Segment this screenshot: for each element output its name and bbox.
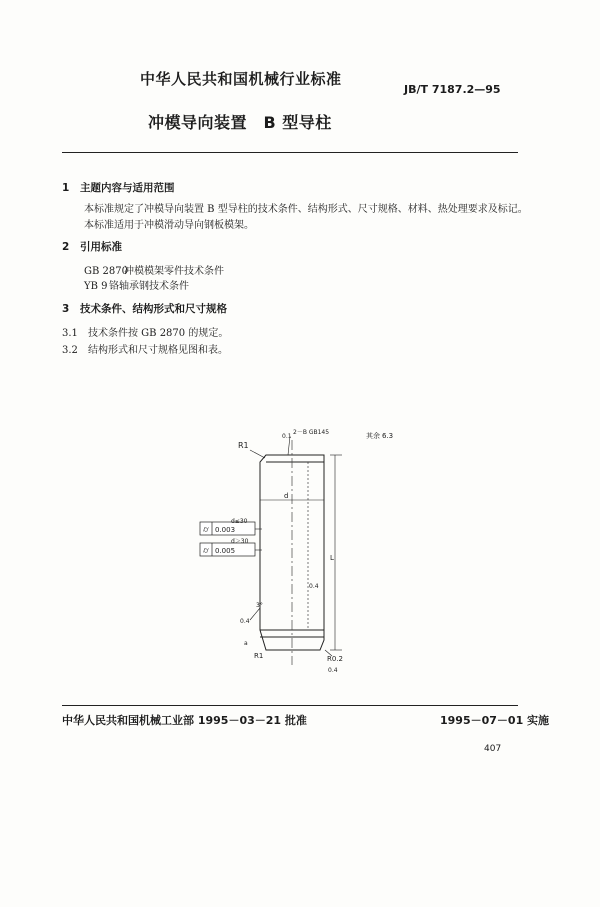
dim-a-label: a [244,640,248,647]
section-3-heading [62,301,227,316]
document-title: 冲模导向装置 B 型导柱 [148,113,332,132]
angle-leader [250,608,260,620]
dim-l-label: L [330,554,334,562]
section-1-title: 主题内容与适用范围 [80,182,175,194]
section-3-number: 3 [62,303,70,315]
reference-item [84,277,189,292]
reference-item [84,262,224,277]
section-3-title: 技术条件、结构形式和尺寸规格 [80,303,227,315]
section-2-number: 2 [62,241,70,253]
standard-code: JB/T 7187.2—95 [404,83,501,96]
page-number: 407 [484,744,502,754]
section-1-paragraph-2: 本标准适用于冲模滑动导向钢板模架。 [84,220,254,231]
tolerance-1-value: 0.003 [215,526,236,534]
clause-text: 结构形式和尺寸规格见图和表。 [88,345,228,356]
section-1-heading [62,180,175,195]
r1-leader [250,450,265,458]
tolerance-2-value: 0.005 [215,547,236,555]
standard-category-title: 中华人民共和国机械行业标准 [140,70,342,88]
tolerance-1-condition: d≤30 [231,518,248,525]
center-hole-label: 2－B GB145 [293,429,330,436]
r02-label: R0.2 [327,655,343,663]
cylindricity-icon: ⌭ [203,525,209,534]
chamfer-label: 0.4 [240,618,250,625]
tolerance-2-condition: d＞30 [231,538,249,545]
clause-number: 3.2 [62,345,78,356]
header-rule [62,152,518,153]
rest-finish-label: 其余 [366,432,380,440]
clause-text: 技术条件按 GB 2870 的规定。 [88,328,229,339]
clause-number: 3.1 [62,328,78,339]
implementation-date: 1995－07－01 实施 [440,714,550,727]
angle-label: 3° [256,602,263,609]
section-1-paragraph-1: 本标准规定了冲模导向装置 B 型导柱的技术条件、结构形式、尺寸规格、材料、热处理要求及标记。 [84,204,528,215]
finish-label: 0.4 [309,583,319,590]
reference-name: 铬轴承钢技术条件 [109,281,189,292]
approval-line: 中华人民共和国机械工业部 1995－03－21 批准 [62,714,307,727]
footer-rule [62,705,518,706]
dim-d-label: d [284,492,289,500]
r1-label: R1 [238,441,249,450]
section-1-number: 1 [62,182,70,194]
reference-code: YB 9 [84,281,108,292]
section-2-title: 引用标准 [80,241,122,253]
bottom-finish-label: 0.4 [328,667,338,674]
clause-item [62,341,228,356]
guide-pillar-drawing [180,410,420,680]
cylindricity-icon: ⌭ [203,546,209,555]
rest-finish-value: 6.3 [382,432,394,440]
bottom-r1-label: R1 [254,652,264,660]
clause-item [62,324,228,339]
reference-code: GB 2870 [84,266,128,277]
roughness-top-label: 0.1 [282,433,292,440]
reference-name: 冲模模架零件技术条件 [124,266,224,277]
section-2-heading [62,239,122,254]
